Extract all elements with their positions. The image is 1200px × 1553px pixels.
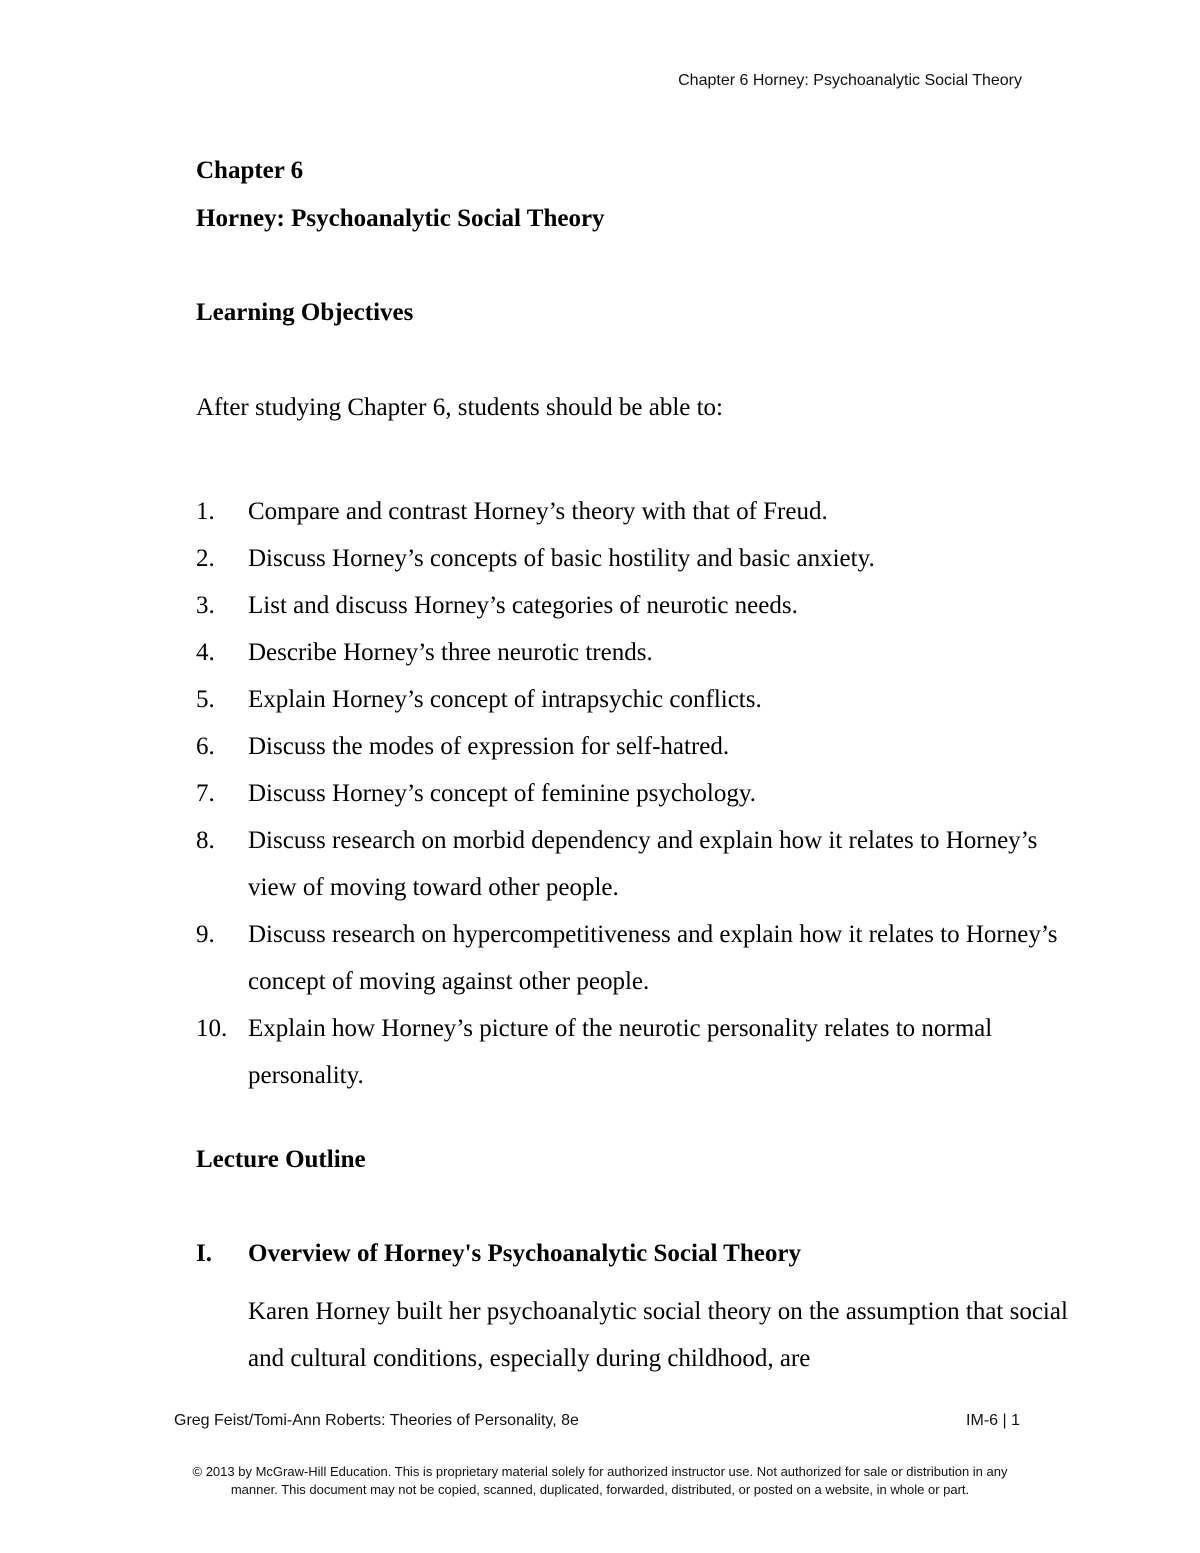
footer-book-title: Greg Feist/Tomi-Ann Roberts: Theories of Personality, 8e xyxy=(174,1412,579,1429)
objective-number: 4. xyxy=(196,639,215,666)
objective-item xyxy=(196,488,1076,535)
outline-section-body: Karen Horney built her psychoanalytic social theory on the assumption that social and cultural conditions, especially during childhood, are xyxy=(248,1298,1068,1372)
objective-number: 10. xyxy=(196,1015,228,1042)
objective-item xyxy=(196,817,1076,911)
objective-number: 3. xyxy=(196,592,215,619)
outline-section-numeral: I. xyxy=(196,1240,212,1267)
outline-section-title: Overview of Horney's Psychoanalytic Social Theory xyxy=(248,1240,801,1267)
objective-text: Explain how Horney’s picture of the neurotic personality relates to normal personality. xyxy=(248,1015,993,1089)
objective-item xyxy=(196,629,1076,676)
objective-item xyxy=(196,911,1076,1005)
objective-number: 1. xyxy=(196,498,215,525)
objective-number: 6. xyxy=(196,733,215,760)
objective-item xyxy=(196,723,1076,770)
footer-page-number: IM-6 | 1 xyxy=(966,1412,1020,1429)
objective-text: Compare and contrast Horney’s theory with that of Freud. xyxy=(248,498,828,525)
objective-number: 7. xyxy=(196,780,215,807)
objective-text: Explain Horney’s concept of intrapsychic conflicts. xyxy=(248,686,762,713)
objective-text: Discuss Horney’s concept of feminine psychology. xyxy=(248,780,756,807)
objective-number: 9. xyxy=(196,921,215,948)
chapter-title: Horney: Psychoanalytic Social Theory xyxy=(196,205,605,232)
objective-item xyxy=(196,1005,1076,1099)
objective-number: 5. xyxy=(196,686,215,713)
objective-item xyxy=(196,535,1076,582)
objective-text: Discuss research on morbid dependency and explain how it relates to Horney’s view of moving toward other people. xyxy=(248,827,1038,901)
running-header: Chapter 6 Horney: Psychoanalytic Social Theory xyxy=(678,72,1022,89)
objective-text: Discuss research on hypercompetitiveness and explain how it relates to Horney’s concept of moving against other people. xyxy=(248,921,1058,995)
learning-objectives-heading: Learning Objectives xyxy=(196,299,414,326)
lecture-outline-heading: Lecture Outline xyxy=(196,1146,366,1173)
objective-text: List and discuss Horney’s categories of neurotic needs. xyxy=(248,592,798,619)
objectives-list xyxy=(196,488,1076,1099)
objective-number: 2. xyxy=(196,545,215,572)
objective-text: Describe Horney’s three neurotic trends. xyxy=(248,639,653,666)
copyright-notice: © 2013 by McGraw-Hill Education. This is proprietary material solely for authorized instructor use. Not authorized for sale or distribution in any manner. This document may not be copied, scanned, duplicated, forwarded, distributed, or posted on a website, in whole or part. xyxy=(192,1464,1008,1497)
objective-item xyxy=(196,676,1076,723)
chapter-label: Chapter 6 xyxy=(196,157,304,184)
objective-item xyxy=(196,582,1076,629)
objectives-intro: After studying Chapter 6, students should be able to: xyxy=(196,394,724,421)
objective-item xyxy=(196,770,1076,817)
objective-number: 8. xyxy=(196,827,215,854)
objective-text: Discuss Horney’s concepts of basic hostility and basic anxiety. xyxy=(248,545,875,572)
objective-text: Discuss the modes of expression for self-hatred. xyxy=(248,733,730,760)
